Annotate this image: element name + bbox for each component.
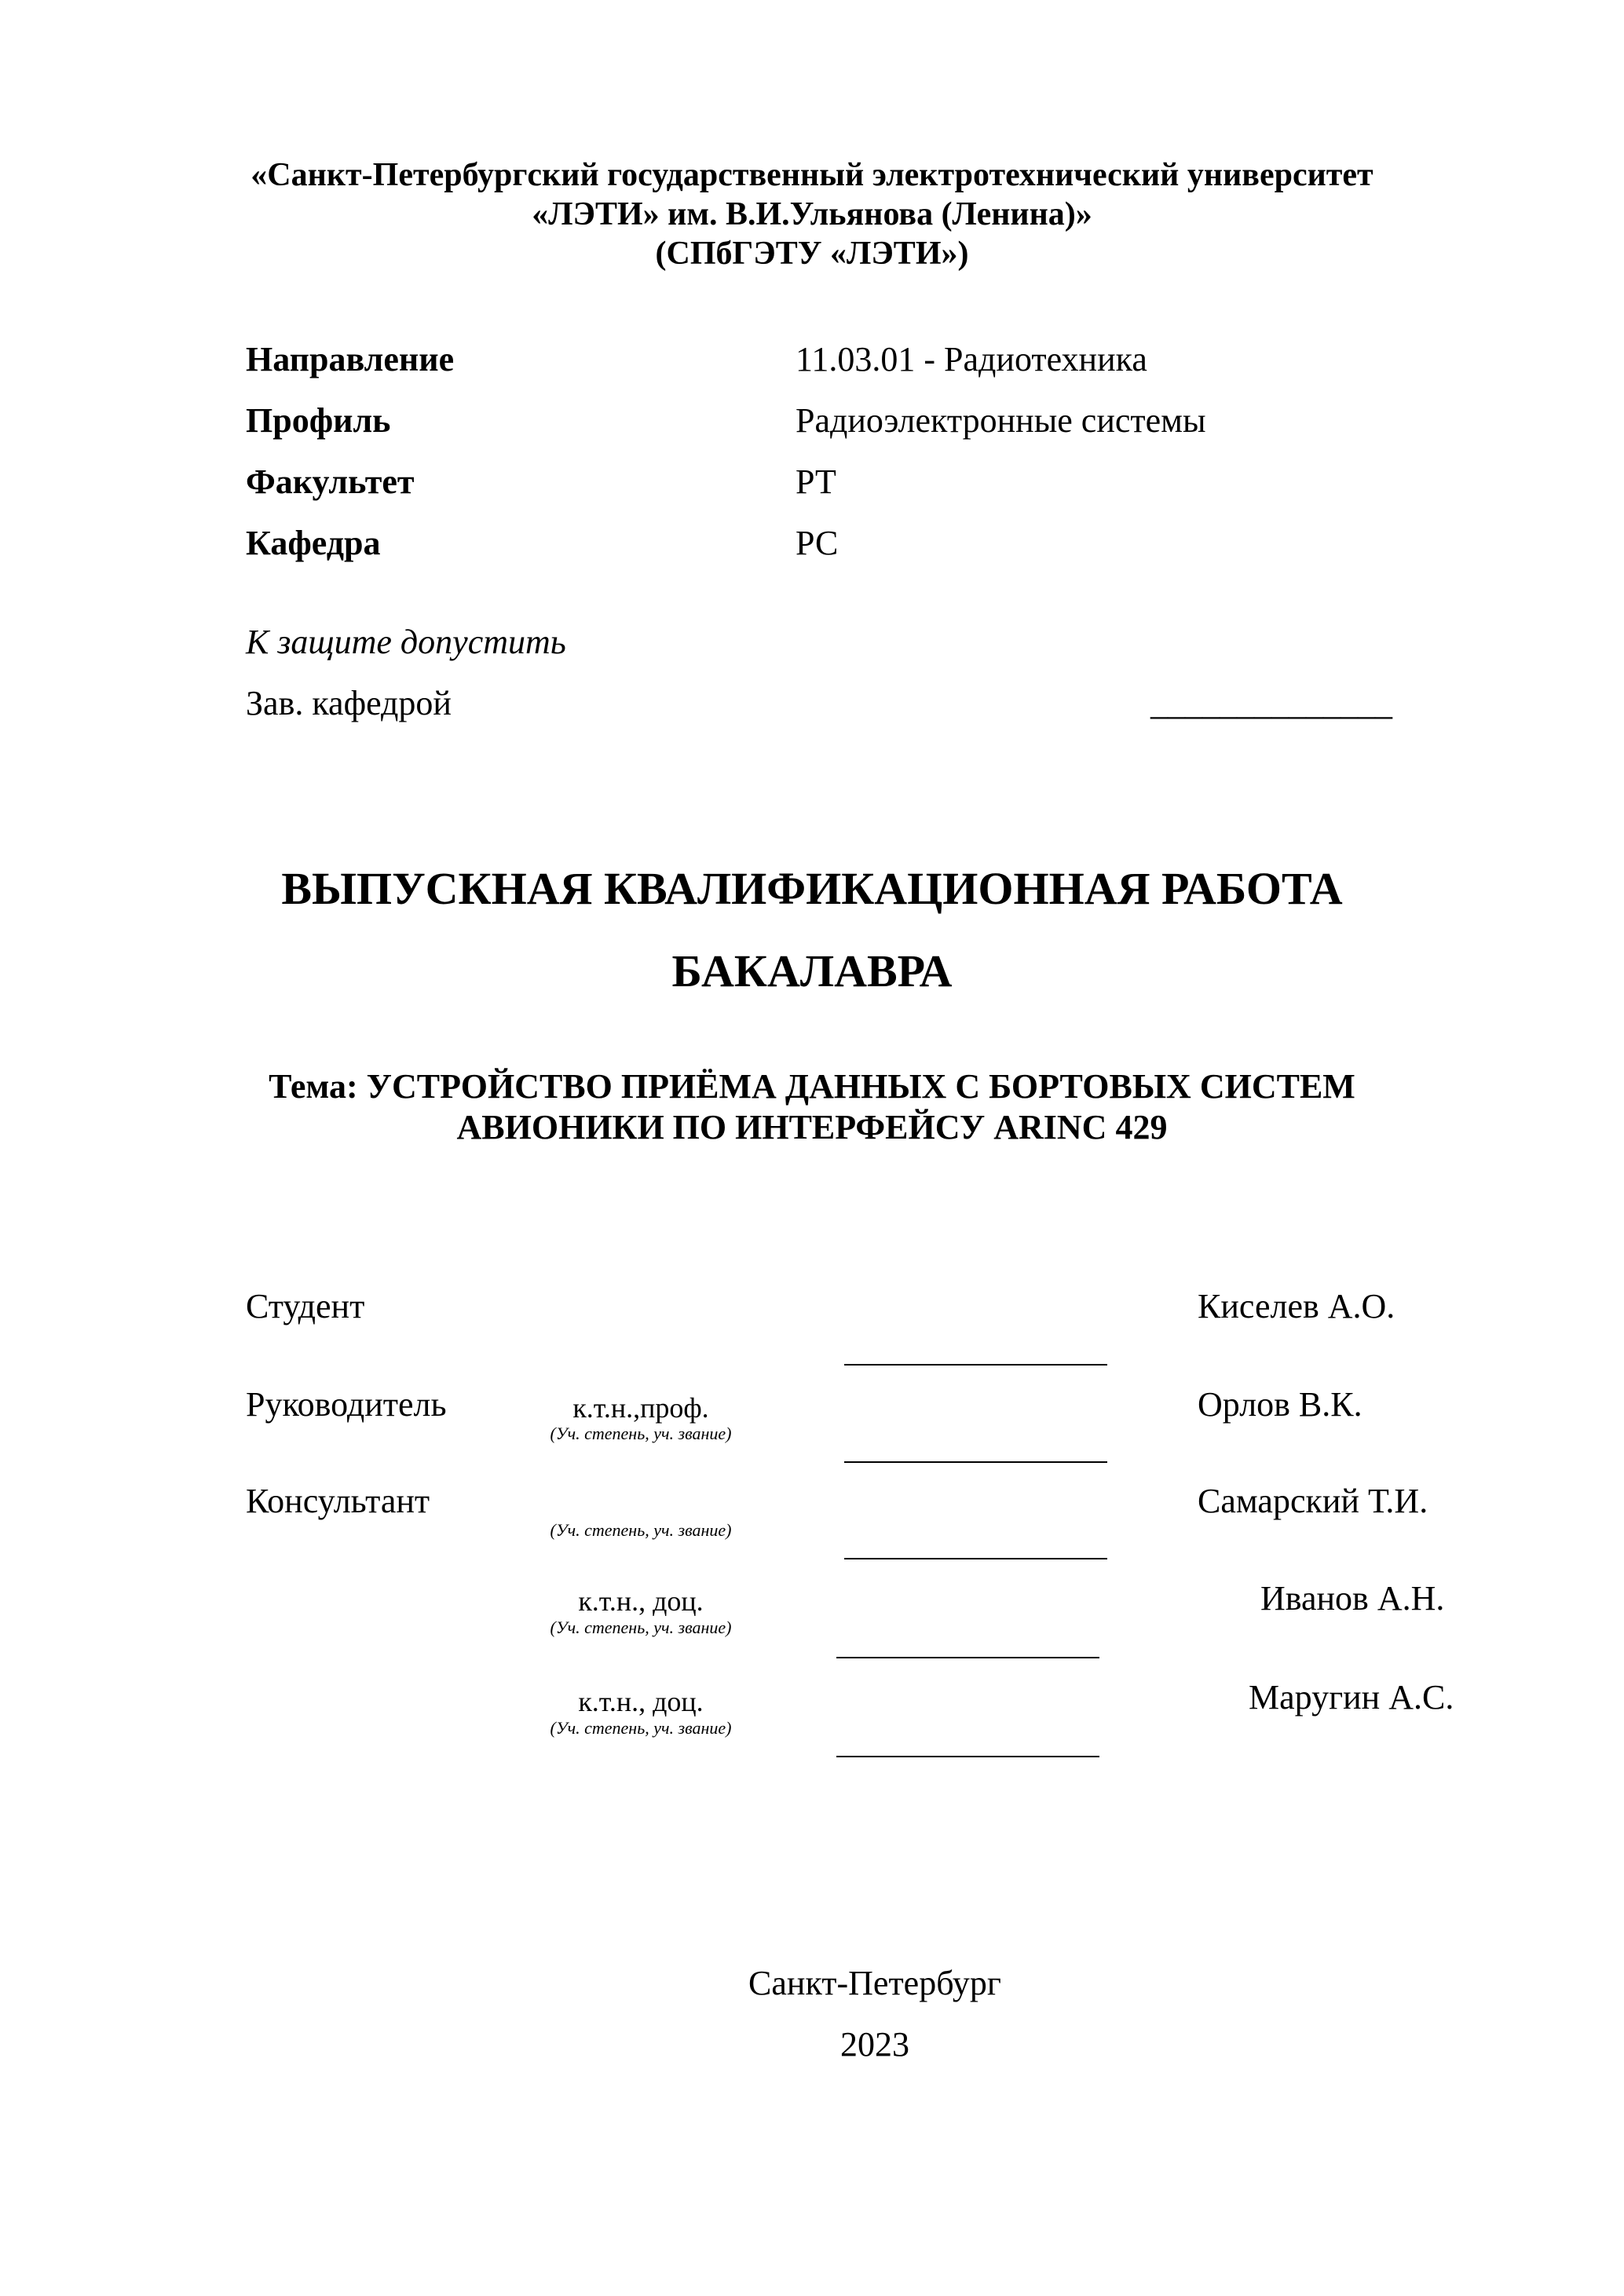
info-label-department: Кафедра [246, 524, 381, 562]
info-value-direction: 11.03.01 - Радиотехника [796, 340, 1147, 378]
footer-city: Санкт-Петербург [748, 1964, 1001, 2002]
degree-note-consultant-3: (Уч. степень, уч. звание) [550, 1718, 732, 1738]
info-label-direction: Направление [246, 340, 455, 378]
head-signature-line: ______________ [1150, 684, 1392, 722]
work-title [0, 862, 1624, 997]
name-supervisor: Орлов В.К. [1198, 1385, 1362, 1424]
footer-year: 2023 [840, 2025, 909, 2064]
work-topic-line-1: Тема: УСТРОЙСТВО ПРИЁМА ДАННЫХ С БОРТОВЫХ СИСТЕМ [269, 1067, 1355, 1106]
university-line-3: (СПбГЭТУ «ЛЭТИ») [655, 236, 969, 272]
name-consultant-3: Маругин А.С. [1249, 1678, 1454, 1717]
work-topic-line-2: АВИОНИКИ ПО ИНТЕРФЕЙСУ ARINC 429 [456, 1108, 1168, 1146]
info-value-department: РС [796, 524, 839, 562]
degree-consultant-2: к.т.н., доц. [578, 1585, 704, 1617]
info-value-profile: Радиоэлектронные системы [796, 401, 1206, 440]
name-consultant-2: Иванов А.Н. [1260, 1579, 1445, 1618]
work-title-line-1: ВЫПУСКНАЯ КВАЛИФИКАЦИОННАЯ РАБОТА [281, 863, 1343, 914]
degree-note-consultant-1: (Уч. степень, уч. звание) [550, 1520, 732, 1540]
admission-text: К защите допустить [246, 623, 566, 661]
name-student: Киселев А.О. [1198, 1287, 1395, 1325]
signature-line-consultant-1 [844, 1558, 1107, 1559]
signature-line-supervisor [844, 1461, 1107, 1463]
role-student: Студент [246, 1287, 365, 1325]
info-label-faculty: Факультет [246, 462, 415, 501]
work-topic [0, 1066, 1624, 1148]
university-header [0, 155, 1624, 273]
degree-supervisor: к.т.н.,проф. [572, 1392, 709, 1424]
info-value-faculty: РТ [796, 462, 836, 501]
degree-consultant-3: к.т.н., доц. [578, 1686, 704, 1717]
head-of-department-label: Зав. кафедрой [246, 684, 452, 722]
degree-note-supervisor: (Уч. степень, уч. звание) [550, 1424, 732, 1443]
work-title-line-2: БАКАЛАВРА [671, 945, 953, 996]
university-line-1: «Санкт-Петербургский государственный электротехнический университет [251, 157, 1373, 193]
signature-line-consultant-2 [836, 1657, 1099, 1658]
role-consultant: Консультант [246, 1482, 430, 1520]
signature-line-student [844, 1364, 1107, 1366]
name-consultant-1: Самарский Т.И. [1198, 1482, 1428, 1520]
info-label-profile: Профиль [246, 401, 391, 440]
degree-note-consultant-2: (Уч. степень, уч. звание) [550, 1618, 732, 1637]
university-line-2: «ЛЭТИ» им. В.И.Ульянова (Ленина)» [532, 196, 1092, 232]
signature-line-consultant-3 [836, 1756, 1099, 1757]
role-supervisor: Руководитель [246, 1385, 447, 1424]
